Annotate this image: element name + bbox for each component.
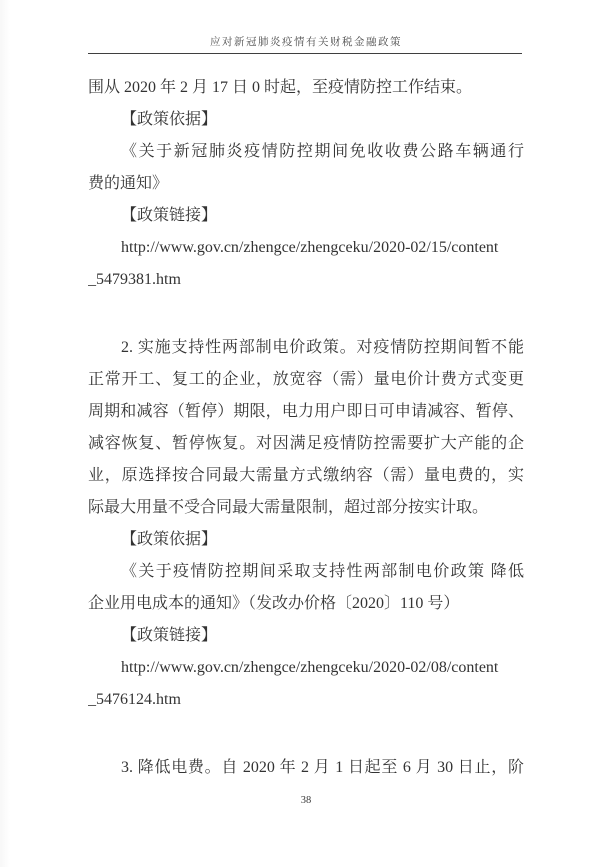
text-line: 正常开工、复工的企业，放宽容（需）量电价计费方式变更 bbox=[88, 371, 524, 388]
text-line: _5479381.htm bbox=[88, 271, 181, 288]
text-line: 【政策链接】 bbox=[121, 627, 218, 644]
text-line: http://www.gov.cn/zhengce/zhengceku/2020-02/08/content bbox=[121, 659, 499, 676]
text-line: 【政策依据】 bbox=[121, 531, 218, 548]
text-line: _5476124.htm bbox=[88, 691, 181, 708]
text-line: 际最大用量不受合同最大需量限制，超过部分按实计取。 bbox=[88, 499, 489, 516]
running-header: 应对新冠肺炎疫情有关财税金融政策 bbox=[210, 37, 402, 48]
text-line: 减容恢复、暂停恢复。对因满足疫情防控需要扩大产能的企 bbox=[88, 435, 524, 452]
text-line: http://www.gov.cn/zhengce/zhengceku/2020-02/15/content bbox=[121, 239, 499, 256]
text-line: 周期和减容（暂停）期限，电力用户即日可申请减容、暂停、 bbox=[88, 403, 524, 420]
text-line: 【政策依据】 bbox=[121, 111, 218, 128]
text-line: 2. 实施支持性两部制电价政策。对疫情防控期间暂不能 bbox=[121, 339, 524, 356]
text-line: 围从 2020 年 2 月 17 日 0 时起，至疫情防控工作结束。 bbox=[88, 79, 473, 96]
text-line: 《关于疫情防控期间采取支持性两部制电价政策 降低 bbox=[121, 563, 524, 580]
header-rule bbox=[88, 53, 522, 54]
text-line: 《关于新冠肺炎疫情防控期间免收收费公路车辆通行 bbox=[121, 143, 524, 160]
text-line: 企业用电成本的通知》（发改办价格〔2020〕110 号） bbox=[88, 595, 460, 612]
text-line: 业，原选择按合同最大需量方式缴纳容（需）量电费的，实 bbox=[88, 467, 524, 484]
text-line: 费的通知》 bbox=[88, 175, 169, 192]
text-line: 3. 降低电费。自 2020 年 2 月 1 日起至 6 月 30 日止，阶 bbox=[121, 759, 524, 776]
document-body bbox=[88, 72, 524, 784]
text-line: 【政策链接】 bbox=[121, 207, 218, 224]
page-number: 38 bbox=[300, 795, 312, 806]
